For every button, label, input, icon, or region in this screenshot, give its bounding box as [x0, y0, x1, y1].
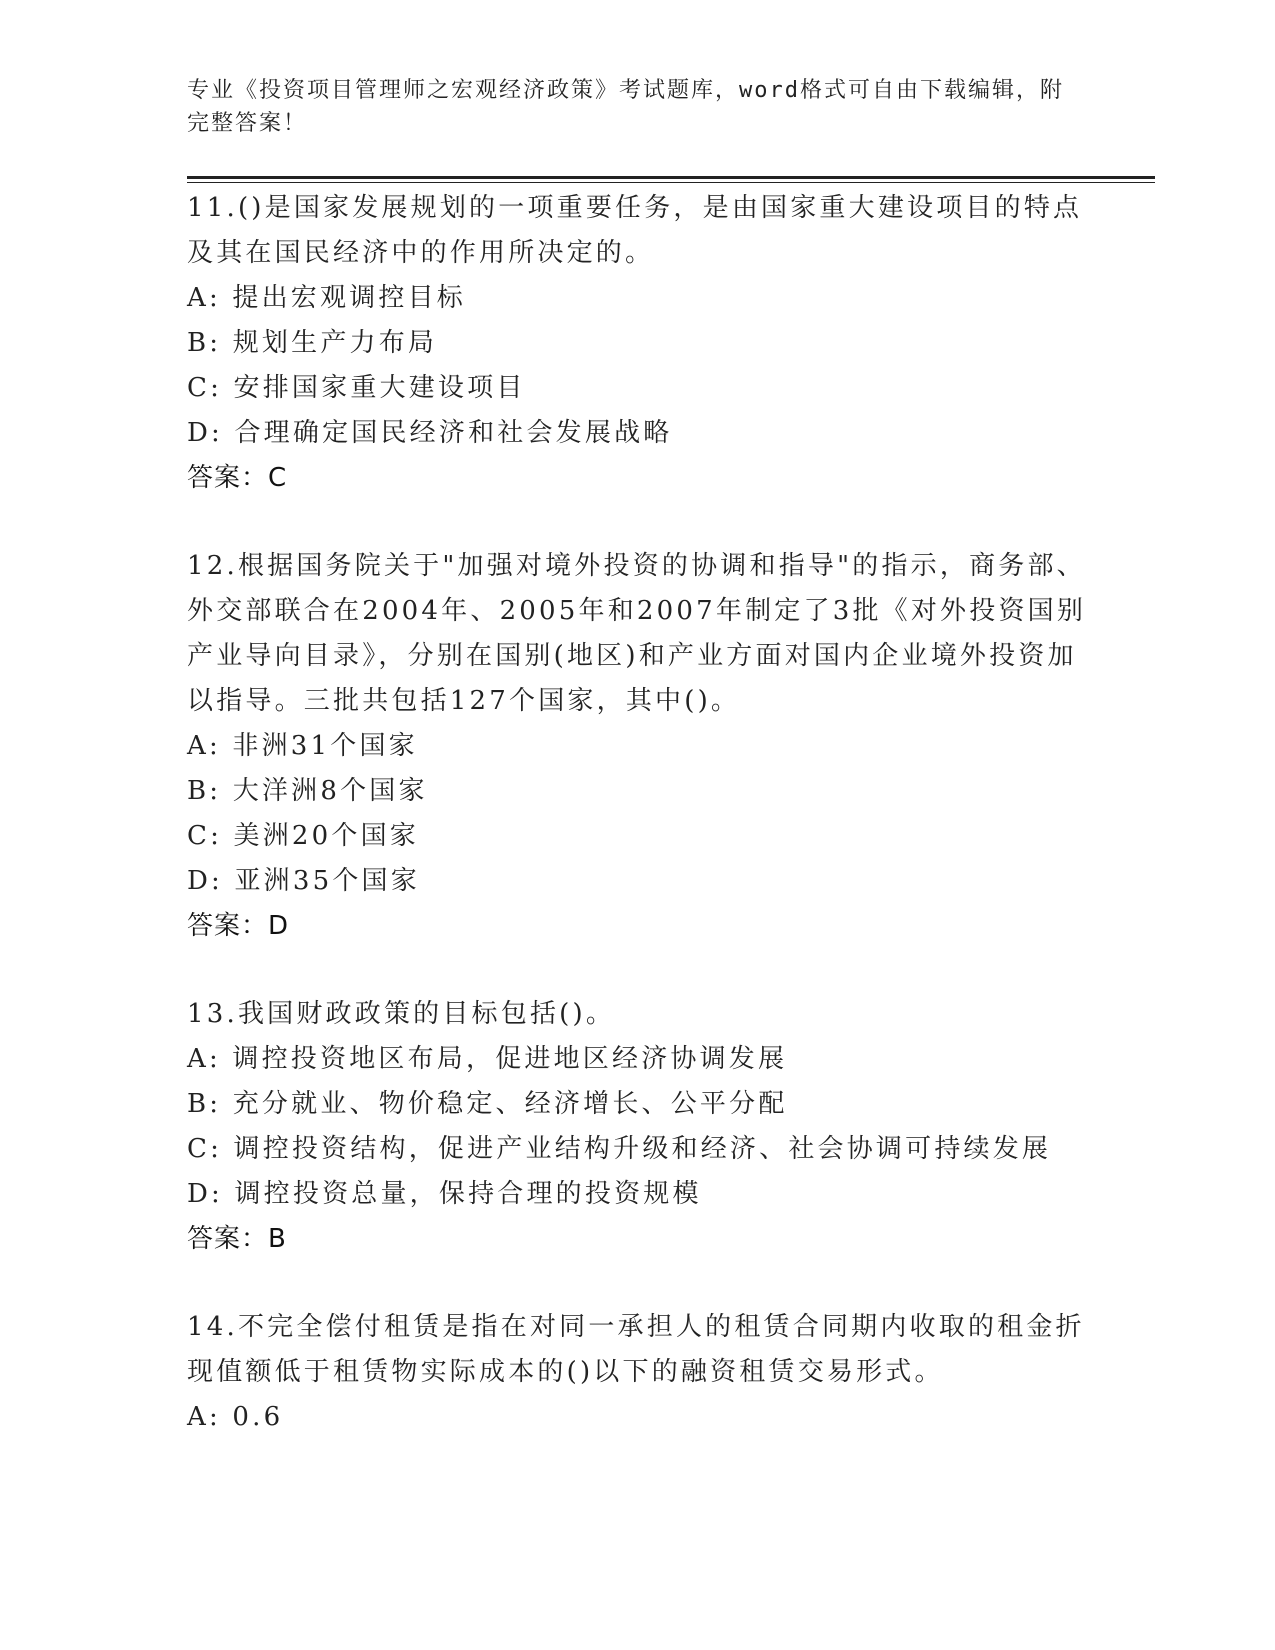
- header-divider-thin: [187, 182, 1155, 183]
- document-header-intro: 专业《投资项目管理师之宏观经济政策》考试题库，word格式可自由下载编辑，附完整答案！: [187, 78, 1064, 136]
- question-text: 11.()是国家发展规划的一项重要任务，是由国家重大建设项目的特点及其在国民经济中的作用所决定的。: [187, 193, 1083, 268]
- option-b: B: 充分就业、物价稳定、经济增长、公平分配: [187, 1089, 788, 1119]
- option-d: D: 合理确定国民经济和社会发展战略: [187, 418, 673, 448]
- option-b: B: 大洋洲8个国家: [187, 776, 428, 806]
- option-c: C: 安排国家重大建设项目: [187, 373, 526, 403]
- answer-label: 答案：B: [187, 1224, 287, 1254]
- option-a: A: 0.6: [187, 1402, 284, 1432]
- option-c: C: 美洲20个国家: [187, 821, 420, 851]
- question-list: [187, 186, 1087, 1483]
- question-item-12: [187, 544, 1087, 949]
- question-item-14: [187, 1305, 1087, 1440]
- option-a: A: 调控投资地区布局，促进地区经济协调发展: [187, 1044, 788, 1074]
- question-text: 12.根据国务院关于"加强对境外投资的协调和指导"的指示，商务部、外交部联合在2004年、2005年和2007年制定了3批《对外投资国别产业导向目录》，分别在国别(地区)和产业方面对国内企业境外投资加以指导。三批共包括127个国家，其中()。: [187, 551, 1087, 716]
- option-a: A: 非洲31个国家: [187, 731, 418, 761]
- option-d: D: 调控投资总量，保持合理的投资规模: [187, 1179, 702, 1209]
- question-text: 14.不完全偿付租赁是指在对同一承担人的租赁合同期内收取的租金折现值额低于租赁物实际成本的()以下的融资租赁交易形式。: [187, 1312, 1085, 1387]
- question-item-13: [187, 992, 1087, 1262]
- option-d: D: 亚洲35个国家: [187, 866, 420, 896]
- question-text: 13.我国财政政策的目标包括()。: [187, 999, 616, 1029]
- answer-label: 答案：C: [187, 463, 288, 493]
- question-item-11: [187, 186, 1087, 501]
- header-divider-thick: [187, 176, 1155, 179]
- option-a: A: 提出宏观调控目标: [187, 283, 467, 313]
- option-c: C: 调控投资结构，促进产业结构升级和经济、社会协调可持续发展: [187, 1134, 1052, 1164]
- option-b: B: 规划生产力布局: [187, 328, 438, 358]
- answer-label: 答案：D: [187, 911, 290, 941]
